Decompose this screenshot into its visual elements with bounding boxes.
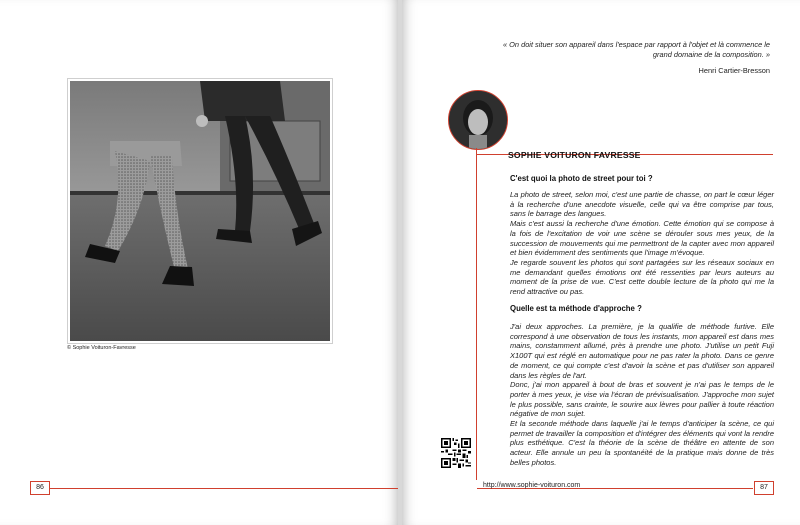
quote-author: Henri Cartier-Bresson — [698, 66, 770, 75]
question-2: Quelle est ta méthode d'approche ? — [510, 304, 642, 313]
website-url[interactable]: http://www.sophie-voituron.com — [483, 482, 581, 489]
answer-1-paragraph: La photo de street, selon moi, c'est une partie de chasse, on part le cœur léger à la recherche d'une anecdote visuelle, celle qui va être comprise par tous, sans le barrage des langues. — [510, 190, 774, 219]
answer-2-paragraph: Et la seconde méthode dans laquelle j'ai le temps d'anticiper la scène, ce qui permet de travailler la composition et d'intégrer des éléments qui vont la rendre plus esthétique. C'est la théorie de la scène de théâtre en attente de son acteur. Elle annule un peu la spontanéité de la pratique mais donne de très belles photos. — [510, 419, 774, 467]
photo-credit: © Sophie Voituron-Favresse — [67, 345, 136, 351]
answer-1-paragraph: Je regarde souvent les photos qui sont partagées sur les réseaux sociaux en me demandant quelles émotions ont été ressenties par leurs auteurs au moment de la prise de vue. C'est cette double lecture de la photo qui me la rend attractive ou pas. — [510, 257, 774, 297]
page-number: 87 — [754, 481, 774, 495]
qr-code[interactable] — [441, 438, 471, 468]
page-number: 86 — [30, 481, 50, 495]
accent-vertical-rule — [476, 148, 477, 480]
author-name: SOPHIE VOITURON FAVRESSE — [508, 150, 641, 160]
street-photo — [70, 81, 330, 341]
author-portrait — [448, 90, 508, 150]
street-photo-frame — [67, 78, 333, 344]
answer-2 — [510, 322, 774, 468]
question-1: C'est quoi la photo de street pour toi ? — [510, 174, 653, 183]
footer-rule — [30, 488, 398, 489]
answer-1 — [510, 190, 774, 297]
left-page — [0, 0, 398, 525]
answer-2-paragraph: J'ai deux approches. La première, je la qualifie de méthode furtive. Elle correspond à une observation de tous les instants, mon appareil est dans mes mains, constamment allumé, près à prendre une photo. J'utilise un petit Fuji X100T qui est réglé en automatique pour ne pas rater la photo. Dans ce genre de moment, ce qui compte c'est d'avoir la scène et pas d'utiliser son appareil dans les règles de l'art. — [510, 322, 774, 380]
answer-1-paragraph: Mais c'est aussi la recherche d'une émotion. Cette émotion qui se compose à la fois de l'excitation de voir une scène se dérouler sous mes yeux, de la succession de mouvements qui me permettront de la capter avec mon appareil et bien évidemment des sentiments que l'image m'évoque. — [510, 219, 774, 258]
epigraph-quote: « On doit situer son appareil dans l'espace par rapport à l'objet et là commence le grand domaine de la composition. » — [503, 40, 770, 59]
portrait-image — [449, 91, 507, 149]
answer-2-paragraph: Donc, j'ai mon appareil à bout de bras et souvent je n'ai pas le temps de le porter à mes yeux, je vise via l'écran de prévisualisation. J'approche mon sujet le plus possible, sans crainte, le sourire aux lèvres pour pallier à toute réaction négative de mon sujet. — [510, 380, 774, 419]
